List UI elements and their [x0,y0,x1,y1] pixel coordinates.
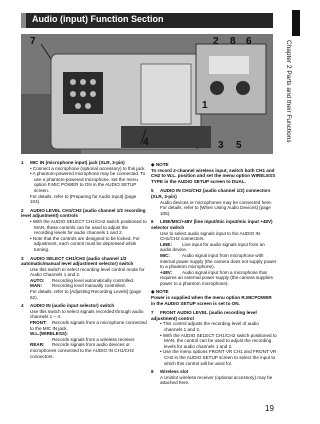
item-number: 1 [21,160,24,165]
note-title: NOTE [155,162,169,167]
option-key: +48V: [160,269,173,275]
option-value: Recording level manually controlled. [52,283,126,289]
right-column [151,160,277,389]
item-3 [21,256,147,301]
item-title: MIC IN (microphone input) jack (XLR, 3-pin) [30,160,125,165]
option-value: Audio signal input from microphone with internal power supply (the camera does not supply power to a phantom microphone). [160,252,277,270]
item-bullet: • Connect a microphone (optional accessory) to this jack. [30,165,146,171]
note-icon: ◆ [151,162,156,167]
note-box [151,289,277,306]
page-number: 19 [265,404,274,413]
note-box [151,162,277,184]
item-2 [21,208,147,253]
option-key: MAN: [30,283,42,289]
item-reference: For details, refer to [Preparing for Audio Input] (page 104). [30,193,137,205]
item-bullet: • This control adjusts the recording level of audio channels 1 and 2. [160,321,259,333]
item-bullet: • With the AUDIO SELECT CH1/CH2 switch positioned to MAN, the control can be used to adjust the recording levels for audio channels 1 and 2. [160,332,277,349]
section-title: Audio (input) Function Section [32,14,164,24]
item-description: Use this switch to select recording level control mode for Audio Channels 1 and 2. [30,266,145,278]
chapter-side-tab [281,0,300,424]
item-bullet: • Note that the controls are designed to be locked. For adjustment, each control must be depressed while turning. [30,235,140,252]
item-number: 3 [21,255,24,261]
option-key: REAR: [30,342,45,348]
item-description: Use this switch to select signals recorded through audio channels 1 – 4. [30,308,144,320]
option-key: W.L.(WIRELESS): [30,331,69,337]
camera-illustration [21,34,273,154]
callout-1: 1 [202,100,208,111]
callout-8: 8 [230,36,236,47]
item-title: AUDIO IN (audio input selector) switch [30,303,115,309]
option-key: FRONT: [30,320,47,326]
section-header-bar [21,13,273,28]
item-title: AUDIO IN CH1/CH2 (audio channel 1/2) connectors (XLR, 3-pin) [151,188,271,199]
item-4 [21,303,147,359]
option-value: Line input for audio signals input from an audio device. [160,241,265,253]
chapter-tab-label: Chapter 2 Parts and their Functions [285,40,292,143]
callout-4: 4 [143,137,149,148]
item-title: Wireless slot [160,369,189,375]
option-value: Records signals from a microphone connected to the MIC IN jack. [30,320,147,331]
callout-5: 5 [236,140,242,151]
item-reference: For details, refer to [Adjusting Recording Levels] (page 62). [30,289,142,300]
option-value: Audio signal input from a microphone that requires an external power supply (the camera supplies power to a phantom microphone). [160,269,273,286]
item-1 [21,160,147,205]
item-5 [151,188,277,216]
option-value: Recording level automatically controlled. [52,277,135,283]
option-value: Records signals from a wireless receiver. [52,336,136,342]
callout-3: 3 [218,140,224,151]
item-number: 2 [21,207,24,213]
option-key: MIC: [160,252,170,258]
left-column [21,160,147,362]
camera-drawing [21,34,273,154]
item-number: 7 [151,310,154,316]
item-bullet: • Use the menu options FRONT VR CH1 and FRONT VR CH2 in the AUDIO SETUP screen to select the input to which this control will be used for. [160,349,277,366]
item-bullet: • With the AUDIO SELECT CH1/CH2 switch positioned to MAN, these controls can be used to adjust the recording levels for audio channels 1 and 2. [30,218,147,236]
option-value: Records signals from audio devices or microphones connected to the AUDIO IN CH1/CH2 connectors. [30,342,134,359]
item-description: Audio devices or microphones may be connected here. [160,199,273,205]
note-title: NOTE [155,289,169,295]
note-body: Power is supplied when the menu option R.MICPOWER in the AUDIO SETUP screen is set to ON. [151,295,272,306]
chapter-tab-marker [292,10,300,36]
item-title: FRONT AUDIO LEVEL (audio recording level adjustment) control [151,310,257,321]
option-key: LINE: [160,241,172,247]
item-title: AUDIO SELECT CH1/CH2 (audio channel 1/2 automatic/manual level adjustment selector) switch [21,255,134,267]
item-description: Use to select audio signals input to the AUDIO IN CH1/CH2 connectors. [160,230,261,242]
item-8 [151,369,277,386]
item-bullet: • A phantom-powered microphone may be connected. To use a phantom-powered microphone, set the menu option F.MIC POWER to ON in the AUDIO SETUP screen. [30,171,146,193]
note-icon: ◆ [151,289,156,295]
callout-6: 6 [246,36,252,47]
item-7 [151,310,277,366]
item-number: 5 [151,188,154,194]
item-description: A Unislot wireless receiver (optional accessory) may be attached here. [160,374,273,386]
option-key: AUTO: [30,277,45,283]
callout-2: 2 [213,36,219,47]
item-number: 6 [151,219,154,225]
item-number: 4 [21,303,24,309]
item-6 [151,219,277,286]
item-title: LINE/MIC/+48V (line input/mic input/mic input +48V) selector switch [151,219,273,230]
note-body: To record 2-channel wireless input, switch both CH1 and CH2 to W.L. position and set the menu option WIRELESS TYPE in the AUDIO SETUP screen to DUAL. [151,167,276,184]
item-title: AUDIO LEVEL CH1/CH2 (audio channel 1/2 recording level adjustment) controls [21,207,146,219]
item-reference: For details, refer to [When Using Audio Devices] (page 105). [160,205,271,216]
item-number: 8 [151,369,154,375]
callout-7: 7 [30,36,36,47]
